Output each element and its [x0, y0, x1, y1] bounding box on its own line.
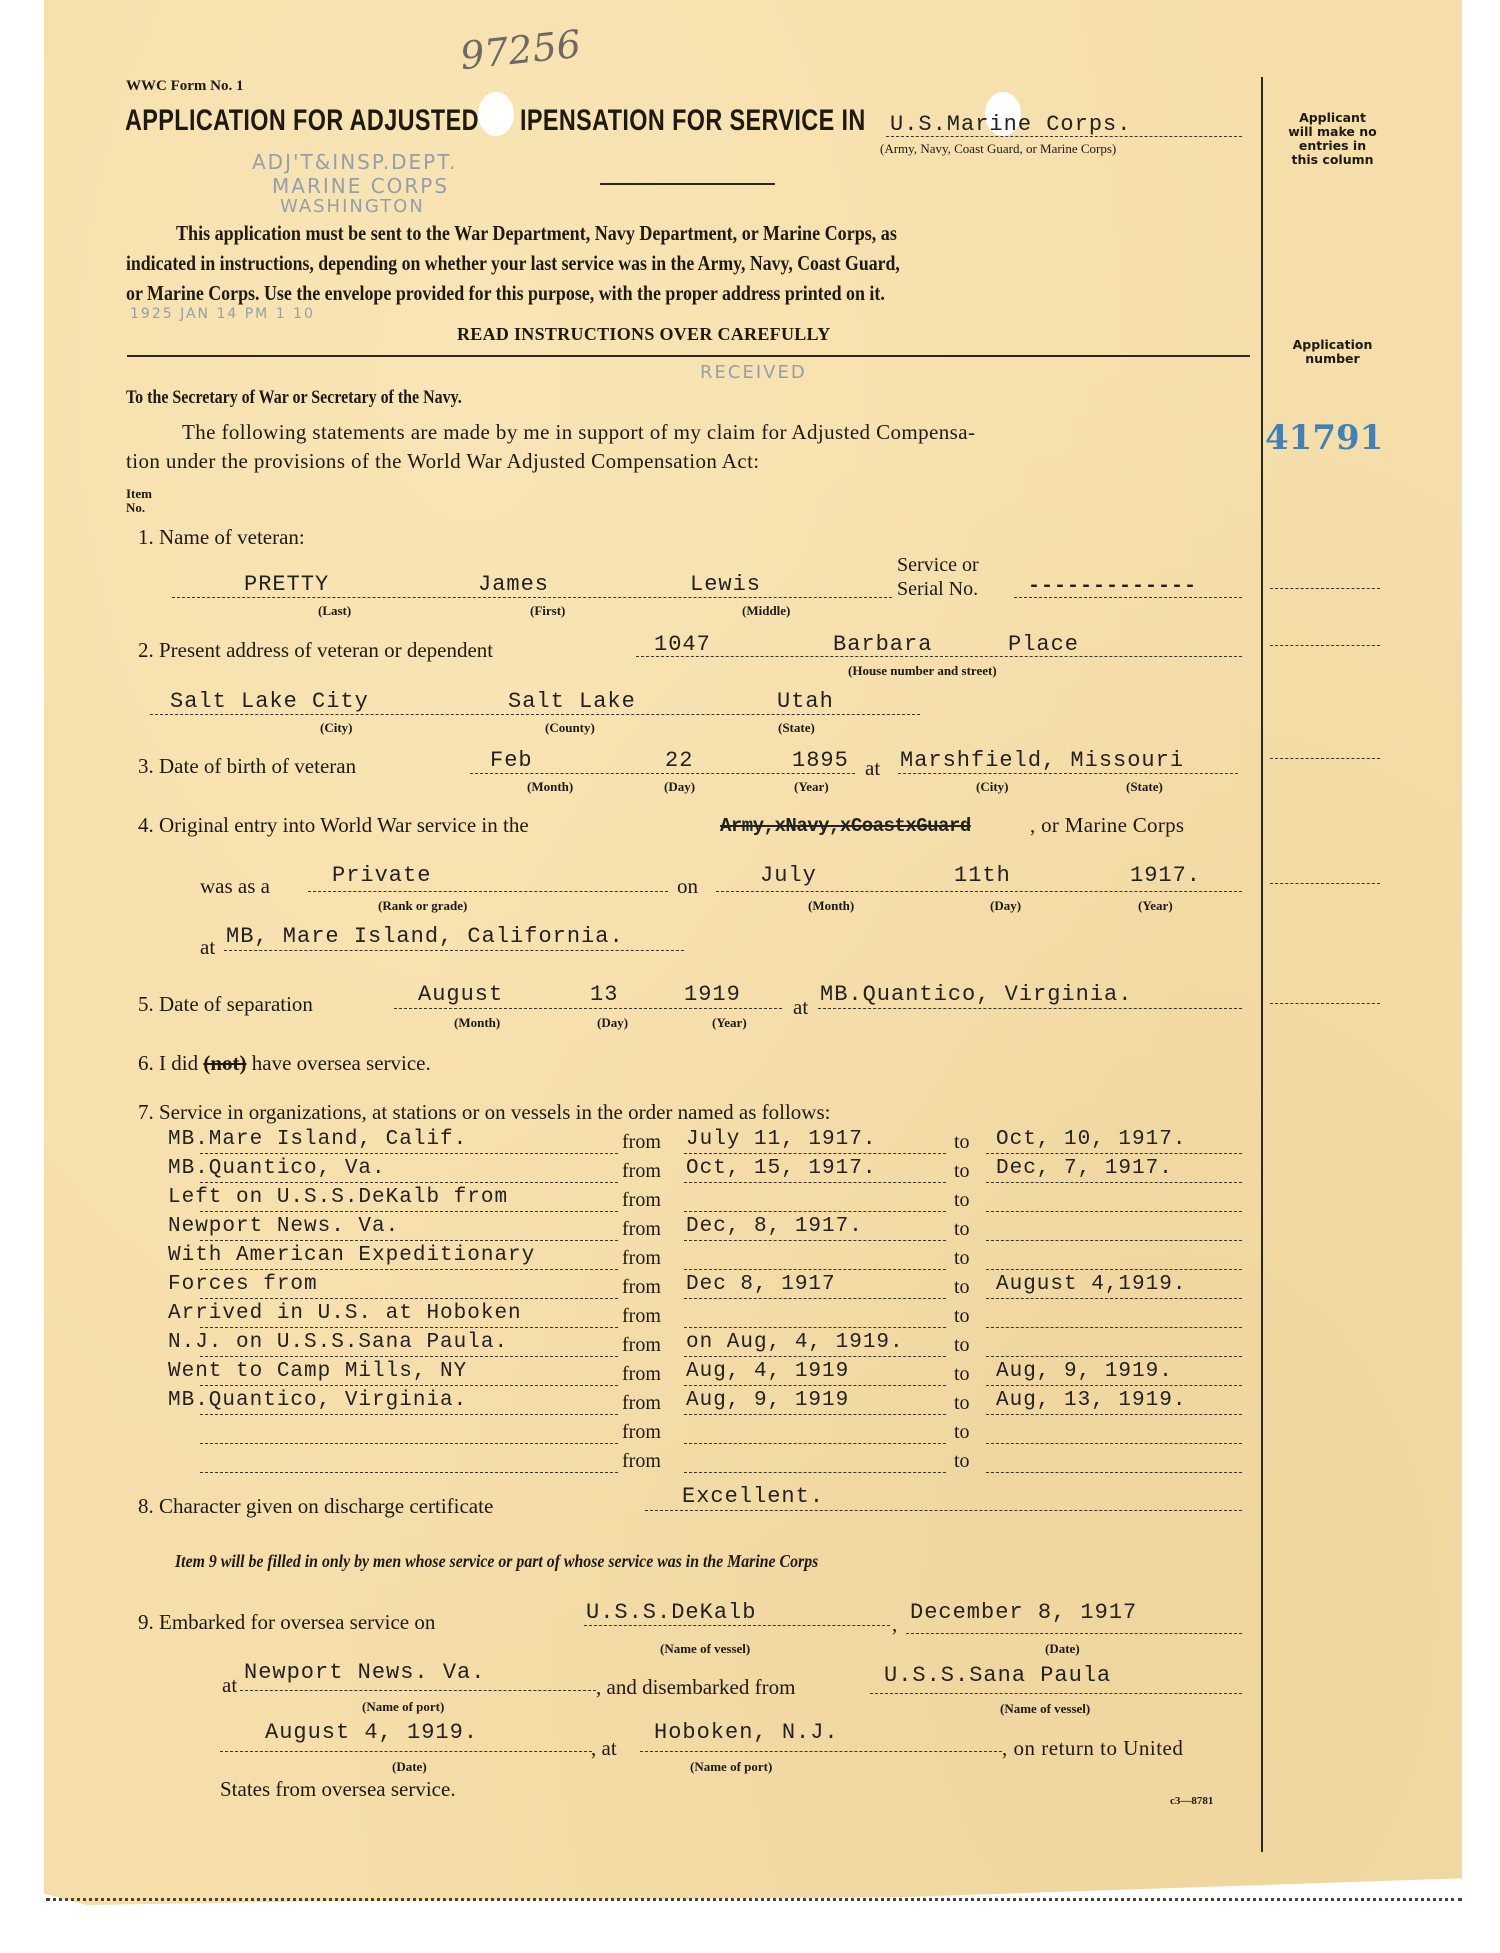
service-from-label: from [622, 1247, 661, 1269]
branch-tail: , or Marine Corps [1030, 813, 1185, 837]
rank-line [308, 891, 668, 892]
county: Salt Lake [508, 689, 636, 714]
return-port: Hoboken, N.J. [654, 1720, 839, 1745]
service-org: MB.Quantico, Va. [168, 1157, 386, 1180]
item-no-label: Item No. [126, 486, 152, 515]
service-to-line [986, 1443, 1242, 1444]
service-from-line [684, 1327, 946, 1328]
service-to-line [986, 1472, 1242, 1473]
item6-statement [138, 1051, 431, 1076]
service-to-label: to [954, 1363, 970, 1385]
embark-vessel-line [584, 1625, 890, 1626]
service-from-line [684, 1356, 946, 1357]
service-org-line [200, 1298, 618, 1299]
caption-return-vessel: (Name of vessel) [1000, 1701, 1091, 1716]
service-from-label: from [622, 1189, 661, 1211]
birth-date-line [470, 773, 855, 774]
entry-at: at [200, 935, 216, 959]
entry-date-line [716, 891, 1242, 892]
birth-at: at [865, 756, 881, 780]
service-to-date: Aug, 13, 1919. [996, 1389, 1187, 1412]
service-to-line [986, 1327, 1242, 1328]
service-org-line [200, 1356, 618, 1357]
service-org-line [200, 1211, 618, 1212]
service-from-date: Dec, 8, 1917. [686, 1215, 863, 1238]
separation-place-line [818, 1008, 1242, 1009]
caption-state: (State) [778, 720, 815, 735]
service-org: MB.Mare Island, Calif. [168, 1128, 468, 1151]
form-title [125, 104, 479, 138]
caption-city: (City) [320, 720, 353, 735]
service-org-line [200, 1153, 618, 1154]
side-column-mark [1270, 1003, 1380, 1004]
birth-place: Marshfield, Missouri [900, 748, 1185, 773]
separation-place: MB.Quantico, Virginia. [820, 982, 1133, 1007]
instructions-line2: indicated in instructions, depending on whether your last service was in the Army, Navy, Coast Guard, [126, 251, 900, 275]
service-to-date: Oct, 10, 1917. [996, 1128, 1187, 1151]
service-org-line [200, 1472, 618, 1473]
veteran-last-name: PRETTY [244, 572, 330, 597]
caption-embark-date: (Date) [1045, 1641, 1080, 1656]
city-line [150, 714, 920, 715]
dept-stamp-line2: MARINE CORPS [272, 174, 450, 198]
street-name-2: Place [1008, 632, 1080, 657]
separation-day: 13 [590, 982, 619, 1007]
caption-entry-year: (Year) [1138, 898, 1173, 913]
entry-year: 1917. [1130, 863, 1202, 888]
service-to-line [986, 1240, 1242, 1241]
service-to-label: to [954, 1218, 970, 1240]
separation-month: August [418, 982, 504, 1007]
discharge-character-line [645, 1510, 1242, 1511]
side-column-note: Applicant will make no entries in this column [1288, 110, 1377, 167]
service-to-line [986, 1211, 1242, 1212]
caption-sep-month: (Month) [454, 1015, 501, 1030]
service-from-label: from [622, 1305, 661, 1327]
service-to-date: Dec, 7, 1917. [996, 1157, 1173, 1180]
embark-at: at [222, 1673, 238, 1697]
service-branch-line [886, 136, 1242, 137]
side-column-mark [1270, 588, 1380, 589]
service-to-line [986, 1153, 1242, 1154]
service-from-label: from [622, 1131, 661, 1153]
service-org: Went to Camp Mills, NY [168, 1360, 468, 1383]
instructions-line3: or Marine Corps. Use the envelope provided for this purpose, with the proper address printed on it. [126, 281, 885, 305]
birth-year: 1895 [792, 748, 849, 773]
house-number: 1047 [654, 632, 711, 657]
street-name-1: Barbara [833, 632, 933, 657]
form-title-right: IPENSATION FOR SERVICE IN [520, 104, 866, 137]
caption-first: (First) [530, 603, 566, 618]
caption-birth-year: (Year) [794, 779, 829, 794]
service-to-label: to [954, 1189, 970, 1211]
item9-label: 9. Embarked for oversea service on [138, 1610, 436, 1634]
caption-return-date: (Date) [392, 1759, 427, 1774]
item7-label: 7. Service in organizations, at stations or on vessels in the order named as follows: [138, 1100, 831, 1124]
return-at: , at [591, 1736, 617, 1760]
return-tail-2: States from oversea service. [220, 1777, 456, 1801]
caption-house-street: (House number and street) [848, 663, 997, 678]
salutation-paragraph-line1: The following statements are made by me in support of my claim for Adjusted Compensa- [182, 420, 976, 444]
caption-last: (Last) [318, 603, 352, 618]
service-org-line [200, 1269, 618, 1270]
read-instructions-notice: READ INSTRUCTIONS OVER CAREFULLY [457, 324, 831, 344]
birth-place-line [898, 773, 1238, 774]
birth-month: Feb [490, 748, 533, 773]
item6-struck-not: (not) [203, 1051, 247, 1075]
item5-label: 5. Date of separation [138, 992, 313, 1016]
service-from-label: from [622, 1276, 661, 1298]
service-to-line [986, 1356, 1242, 1357]
return-port-line [640, 1751, 1002, 1752]
item2-label: 2. Present address of veteran or dependent [138, 638, 494, 662]
service-from-line [684, 1153, 946, 1154]
service-from-line [684, 1269, 946, 1270]
service-from-line [684, 1443, 946, 1444]
service-from-label: from [622, 1218, 661, 1240]
service-org-line [200, 1182, 618, 1183]
item6-prefix: 6. I did [138, 1051, 199, 1075]
service-from-date: Dec 8, 1917 [686, 1273, 836, 1296]
service-from-line [684, 1240, 946, 1241]
comma: , [892, 1612, 898, 1636]
caption-sep-day: (Day) [597, 1015, 629, 1030]
side-column-mark [1270, 883, 1380, 884]
print-code: c3—8781 [1170, 1795, 1214, 1807]
dept-stamp-line1: ADJ'T&INSP.DEPT. [252, 150, 458, 174]
side-column-divider [1261, 77, 1263, 1852]
service-from-date: Oct, 15, 1917. [686, 1157, 877, 1180]
caption-sep-year: (Year) [712, 1015, 747, 1030]
instructions-line1: This application must be sent to the War Department, Navy Department, or Marine Corps, as [176, 221, 897, 245]
struck-branches: Army,xNavy,xCoastxGuard [720, 815, 971, 837]
caption-entry-day: (Day) [990, 898, 1022, 913]
entry-place-line [224, 950, 684, 951]
embark-port: Newport News. Va. [244, 1660, 486, 1685]
disembarked-text: , and disembarked from [596, 1675, 796, 1699]
date-received-stamp: 1925 JAN 14 PM 1 10 [130, 306, 315, 322]
service-org: Arrived in U.S. at Hoboken [168, 1302, 522, 1325]
salutation-to: To the Secretary of War or Secretary of the Navy. [126, 387, 462, 408]
received-stamp: RECEIVED [700, 362, 807, 383]
service-from-line [684, 1211, 946, 1212]
serial-number-value: ------------- [1028, 575, 1198, 598]
embark-date: December 8, 1917 [910, 1600, 1138, 1625]
caption-birth-city: (City) [976, 779, 1009, 794]
caption-return-port: (Name of port) [690, 1759, 773, 1774]
caption-embark-vessel: (Name of vessel) [660, 1641, 751, 1656]
item6-suffix: have oversea service. [251, 1051, 431, 1075]
handwritten-number: 97256 [458, 21, 583, 79]
city: Salt Lake City [170, 689, 369, 714]
separation-at: at [793, 995, 809, 1019]
service-to-label: to [954, 1160, 970, 1182]
application-number-stamp: 41791 [1265, 418, 1384, 458]
service-from-line [684, 1182, 946, 1183]
service-from-line [684, 1298, 946, 1299]
service-from-label: from [622, 1450, 661, 1472]
salutation-paragraph-line2: tion under the provisions of the World War Adjusted Compensation Act: [126, 449, 760, 473]
service-from-date: Aug, 9, 1919 [686, 1389, 850, 1412]
header-short-rule [600, 183, 775, 185]
service-org-line [200, 1414, 618, 1415]
service-org: N.J. on U.S.S.Sana Paula. [168, 1331, 509, 1354]
embark-date-line [906, 1633, 1242, 1634]
service-from-label: from [622, 1392, 661, 1414]
service-to-line [986, 1414, 1242, 1415]
service-to-label: to [954, 1247, 970, 1269]
embark-port-line [240, 1690, 596, 1691]
service-from-date: Aug, 4, 1919 [686, 1360, 850, 1383]
serial-line [1014, 597, 1242, 598]
item8-label: 8. Character given on discharge certificate [138, 1494, 494, 1518]
serial-label: Service or Serial No. [897, 554, 979, 600]
item1-label: 1. Name of veteran: [138, 525, 305, 549]
separation-date-line [394, 1008, 782, 1009]
discharge-character: Excellent. [682, 1484, 825, 1509]
entry-day: 11th [954, 863, 1011, 888]
service-from-label: from [622, 1421, 661, 1443]
caption-rank: (Rank or grade) [378, 898, 468, 913]
service-branch-value: U.S.Marine Corps. [890, 112, 1132, 137]
service-to-label: to [954, 1450, 970, 1472]
form-number: WWC Form No. 1 [126, 78, 244, 94]
service-org: Forces from [168, 1273, 318, 1296]
section-rule [127, 355, 1250, 357]
service-to-date: Aug, 9, 1919. [996, 1360, 1173, 1383]
side-column-mark [1270, 758, 1380, 759]
service-to-label: to [954, 1392, 970, 1414]
service-to-line [986, 1298, 1242, 1299]
service-to-label: to [954, 1421, 970, 1443]
service-org: With American Expeditionary [168, 1244, 536, 1267]
caption-middle: (Middle) [742, 603, 791, 618]
service-org-line [200, 1443, 618, 1444]
service-org-line [200, 1385, 618, 1386]
return-vessel: U.S.S.Sana Paula [884, 1663, 1112, 1688]
service-branch-caption: (Army, Navy, Coast Guard, or Marine Corps) [880, 141, 1117, 156]
return-date-line [220, 1751, 592, 1752]
service-from-line [684, 1472, 946, 1473]
entry-rank: Private [332, 863, 432, 888]
service-from-line [684, 1385, 946, 1386]
service-to-label: to [954, 1276, 970, 1298]
return-tail: , on return to United [1002, 1736, 1184, 1760]
dept-stamp-line3: WASHINGTON [280, 196, 425, 217]
service-org: Newport News. Va. [168, 1215, 400, 1238]
return-date: August 4, 1919. [265, 1720, 479, 1745]
form-title-left: APPLICATION FOR ADJUSTED [125, 104, 479, 137]
caption-birth-state: (State) [1126, 779, 1163, 794]
veteran-middle-name: Lewis [690, 572, 762, 597]
embark-vessel: U.S.S.DeKalb [586, 1600, 757, 1625]
service-from-line [684, 1414, 946, 1415]
veteran-first-name: James [478, 572, 550, 597]
service-org: Left on U.S.S.DeKalb from [168, 1186, 509, 1209]
item4-label: 4. Original entry into World War service in the [138, 813, 529, 837]
entry-on: on [677, 874, 698, 898]
service-from-date: on Aug, 4, 1919. [686, 1331, 904, 1354]
entry-month: July [760, 863, 817, 888]
return-vessel-line [870, 1693, 1242, 1694]
entry-place: MB, Mare Island, California. [226, 924, 624, 949]
service-to-label: to [954, 1131, 970, 1153]
service-from-date: July 11, 1917. [686, 1128, 877, 1151]
service-to-date: August 4,1919. [996, 1273, 1187, 1296]
punch-hole-left [478, 92, 514, 136]
birth-day: 22 [665, 748, 694, 773]
item3-label: 3. Date of birth of veteran [138, 754, 357, 778]
caption-entry-month: (Month) [808, 898, 855, 913]
side-column-mark [1270, 645, 1380, 646]
service-org: MB.Quantico, Virginia. [168, 1389, 468, 1412]
was-as-a: was as a [200, 874, 270, 898]
separation-year: 1919 [684, 982, 741, 1007]
service-to-line [986, 1269, 1242, 1270]
service-from-label: from [622, 1160, 661, 1182]
address-line [636, 656, 1242, 657]
service-to-label: to [954, 1305, 970, 1327]
caption-birth-month: (Month) [527, 779, 574, 794]
item9-note: Item 9 will be filled in only by men whose service or part of whose service was in the Marine Corps [175, 1551, 819, 1571]
service-org-line [200, 1240, 618, 1241]
service-from-label: from [622, 1363, 661, 1385]
service-from-label: from [622, 1334, 661, 1356]
service-to-line [986, 1385, 1242, 1386]
perforation-line [46, 1898, 1462, 1901]
name-line [172, 597, 892, 598]
caption-birth-day: (Day) [664, 779, 696, 794]
caption-embark-port: (Name of port) [362, 1699, 445, 1714]
service-org-line [200, 1327, 618, 1328]
service-to-label: to [954, 1334, 970, 1356]
service-to-line [986, 1182, 1242, 1183]
state: Utah [777, 689, 834, 714]
application-number-label: Application number [1292, 337, 1373, 366]
caption-county: (County) [545, 720, 595, 735]
